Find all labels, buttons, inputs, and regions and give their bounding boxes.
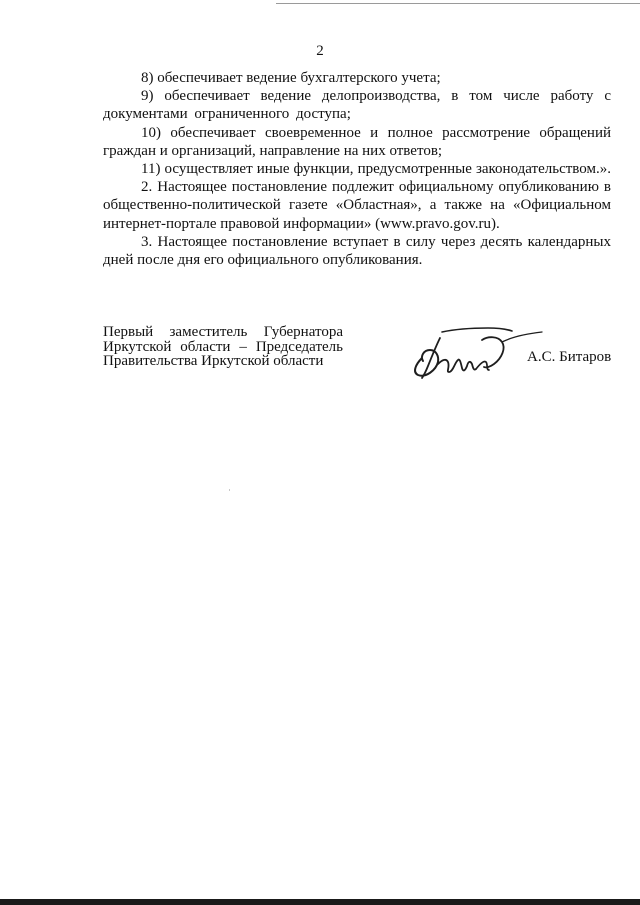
list-item-11: 11) осуществляет иные функции, предусмотренные законодательством.».	[141, 161, 611, 178]
document-body	[103, 69, 611, 269]
page-number: 2	[316, 43, 324, 59]
signatory-name: А.С. Битаров	[527, 349, 612, 365]
signatory-position-line-2: Иркутской области – Председатель	[103, 338, 343, 355]
clause-2: 2. Настоящее постановление подлежит официальному опубликованию в общественно-политической газете «Областная», а также на «Официальном интернет-портале правовой информации» (www.pravo.gov.ru).	[103, 179, 611, 232]
list-item-8: 8) обеспечивает ведение бухгалтерского учета;	[141, 70, 441, 86]
list-item-10: 10) обеспечивает своевременное и полное рассмотрение обращений граждан и организаций, направление на них ответов;	[103, 124, 611, 159]
list-item-9: 9) обеспечивает ведение делопроизводства, в том числе работу с документами ограниченного доступа;	[103, 88, 611, 123]
clause-3: 3. Настоящее постановление вступает в силу через десять календарных дней после дня его официального опубликования.	[103, 233, 611, 269]
scan-bottom-edge-bar	[0, 899, 640, 905]
signatory-position	[103, 325, 343, 369]
scan-speck	[229, 489, 230, 491]
signatory-position-line-1: Первый заместитель Губернатора	[103, 324, 343, 340]
scan-top-edge-line	[276, 3, 640, 4]
signatory-position-line-3: Правительства Иркутской области	[103, 353, 324, 369]
handwritten-signature	[406, 320, 546, 382]
